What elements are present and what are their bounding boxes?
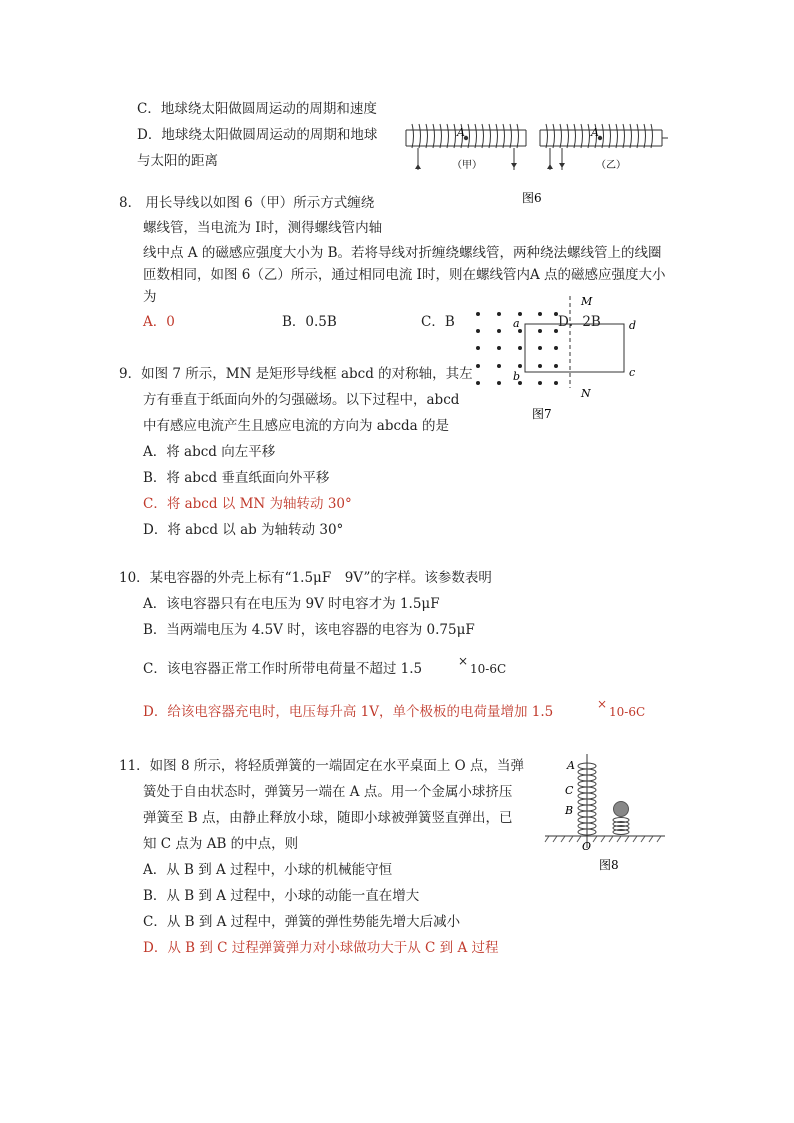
q11-stem-3: 弹簧至 B 点，由静止释放小球，随即小球被弹簧竖直弹出，已 (143, 810, 513, 826)
fig7-label-b: b (513, 370, 521, 383)
fig7-label-c: c (629, 366, 636, 379)
fig6-label-jia: （甲） (452, 160, 482, 171)
q10-stem: 10．某电容器的外壳上标有“1.5μF 9V”的字样。该参数表明 (119, 570, 492, 586)
q10-option-c-times: × (458, 654, 469, 668)
q8-stem-1: 8． 用长导线以如图 6（甲）所示方式缠绕 (119, 195, 375, 211)
fig7-label-n: N (581, 387, 591, 400)
q8-stem-4: 匝数相同，如图 6（乙）所示，通过相同电流 I时，则在螺线管内A 点的磁感应强度大小 (143, 267, 666, 283)
figure-6 (400, 118, 670, 208)
q11-option-b: B．从 B 到 A 过程中，小球的动能一直在增大 (143, 888, 420, 904)
q9-option-d: D．将 abcd 以 ab 为轴转动 30° (143, 522, 344, 538)
fig6-label-yi: （乙） (596, 160, 626, 171)
figure-7 (470, 292, 650, 422)
q9-stem-1: 9．如图 7 所示，MN 是矩形导线框 abcd 的对称轴，其左 (119, 366, 473, 382)
fig7-label-m: M (581, 295, 593, 308)
q9-option-c: C．将 abcd 以 MN 为轴转动 30° (143, 496, 352, 512)
q10-option-c: C．该电容器正常工作时所带电荷量不超过 1.5 (143, 661, 423, 677)
fig8-label-b: B (565, 804, 574, 817)
q8-option-c: C．B (421, 314, 455, 330)
q11-option-c: C．从 B 到 A 过程中，弹簧的弹性势能先增大后减小 (143, 914, 461, 930)
q8-stem-2: 螺线管，当电流为 I时，测得螺线管内轴 (143, 220, 383, 236)
fig7-label-a: a (513, 317, 520, 330)
q7-option-d: D．地球绕太阳做圆周运动的周期和地球 (137, 127, 378, 143)
fig6-caption: 图6 (522, 191, 542, 205)
q9-stem-2: 方有垂直于纸面向外的匀强磁场。以下过程中，abcd (143, 392, 460, 408)
q10-option-d-times: × (597, 697, 608, 711)
q9-option-a: A．将 abcd 向左平移 (143, 444, 276, 460)
q11-stem-2: 簧处于自由状态时，弹簧另一端在 A 点。用一个金属小球挤压 (143, 784, 513, 800)
q8-stem-3: 线中点 A 的磁感应强度大小为 B。若将导线对折缠绕螺线管，两种绕法螺线管上的线圈 (143, 245, 662, 261)
q10-option-a: A．该电容器只有在电压为 9V 时电容才为 1.5μF (143, 596, 440, 612)
fig6-label-a-2: A (591, 126, 599, 139)
q9-option-b: B．将 abcd 垂直纸面向外平移 (143, 470, 330, 486)
q8-option-a: A．0 (143, 314, 175, 330)
q11-option-a: A．从 B 到 A 过程中，小球的机械能守恒 (143, 862, 393, 878)
q10-option-b: B．当两端电压为 4.5V 时，该电容器的电容为 0.75μF (143, 622, 475, 638)
fig8-label-c: C (565, 784, 574, 797)
fig8-caption: 图8 (599, 858, 619, 872)
q10-option-d-exponent: 10-6C (609, 705, 646, 719)
q8-stem-5: 为 (143, 289, 157, 305)
fig7-caption: 图7 (532, 407, 552, 421)
q11-stem-4: 知 C 点为 AB 的中点，则 (143, 836, 299, 852)
q11-stem-1: 11．如图 8 所示，将轻质弹簧的一端固定在水平桌面上 O 点，当弹 (119, 758, 524, 774)
fig8-label-a: A (567, 759, 575, 772)
q11-option-d: D．从 B 到 C 过程弹簧弹力对小球做功大于从 C 到 A 过程 (143, 940, 499, 956)
fig6-label-a: A (457, 126, 465, 139)
q7-option-d-cont: 与太阳的距离 (137, 153, 218, 169)
q9-stem-3: 中有感应电流产生且感应电流的方向为 abcda 的是 (143, 418, 450, 434)
q8-option-b: B．0.5B (282, 314, 337, 330)
q10-option-d: D．给该电容器充电时，电压每升高 1V，单个极板的电荷量增加 1.5 (143, 704, 554, 720)
fig7-label-d: d (629, 319, 637, 332)
q8-option-d: D．2B (558, 314, 601, 330)
q10-option-c-exponent: 10-6C (470, 662, 507, 676)
figure-8 (545, 752, 670, 877)
q7-option-c: C．地球绕太阳做圆周运动的周期和速度 (137, 101, 377, 117)
fig8-label-o: O (582, 840, 592, 853)
